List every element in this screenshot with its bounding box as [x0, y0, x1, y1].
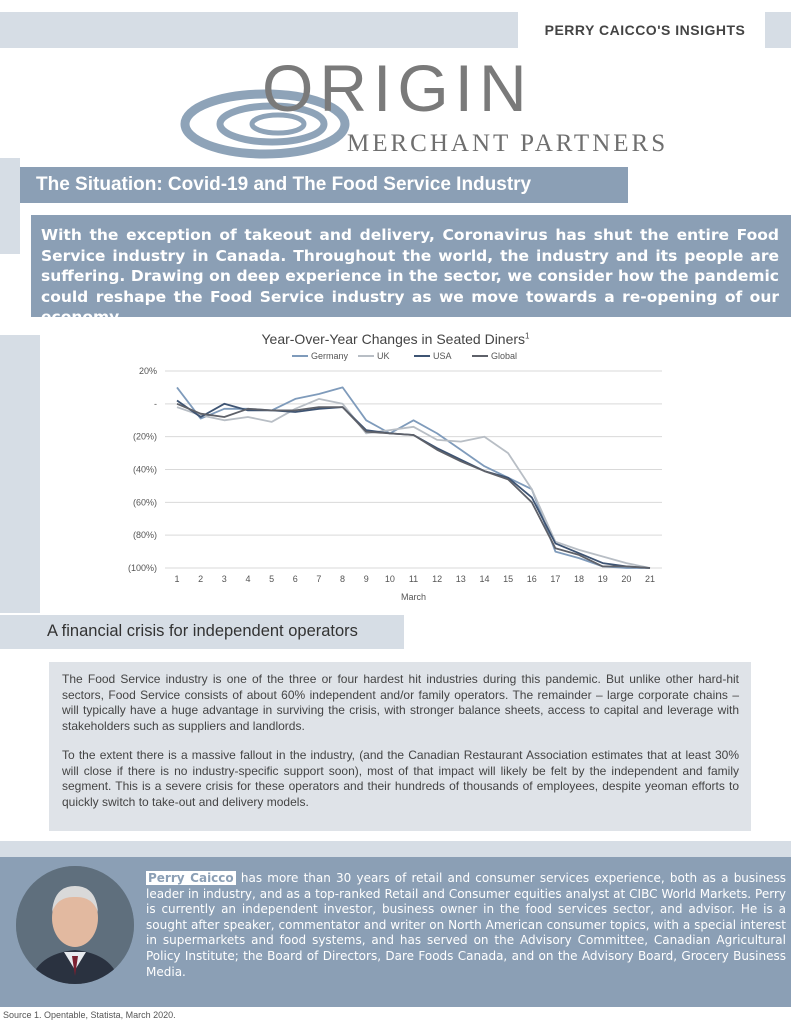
- series-line-global: [177, 404, 650, 568]
- x-tick-label: 17: [550, 574, 561, 584]
- x-tick-label: 18: [574, 574, 585, 584]
- x-tick-label: 8: [340, 574, 346, 584]
- x-tick-label: 10: [384, 574, 395, 584]
- x-tick-label: 14: [479, 574, 490, 584]
- logo-wordmark: ORIGIN: [262, 51, 533, 125]
- avatar: [16, 866, 134, 984]
- x-tick-label: 16: [526, 574, 537, 584]
- y-tick-label: (80%): [132, 530, 157, 541]
- legend-label: Germany: [311, 351, 349, 361]
- y-tick-label: -: [154, 398, 157, 409]
- chart-title: Year-Over-Year Changes in Seated Diners$^1$: [261, 331, 530, 347]
- crisis-paragraph-1: The Food Service industry is one of the three or four hardest hit industries during this pandemic. But unlike other hard-hit sectors, Food Service consists of about 60% independent and/or family operators. The remainder – large corporate chains – will typically have a huge advantage in surviving the crisis, with stronger balance sheets, access to capital and leverage with stakeholders such as suppliers and landlords.: [62, 672, 739, 733]
- source-note: Source 1. Opentable, Statista, March 2020.: [3, 1010, 176, 1020]
- x-tick-label: 1: [174, 574, 180, 584]
- x-tick-label: 5: [269, 574, 275, 584]
- x-tick-label: 21: [644, 574, 656, 584]
- y-tick-label: (40%): [132, 464, 157, 475]
- x-tick-label: 2: [198, 574, 204, 584]
- header-title: PERRY CAICCO'S INSIGHTS: [544, 22, 746, 38]
- legend-label: UK: [377, 351, 390, 361]
- y-tick-label: (20%): [132, 431, 157, 442]
- x-tick-label: 7: [316, 574, 322, 584]
- x-tick-label: 11: [408, 574, 419, 584]
- situation-title: The Situation: Covid-19 and The Food Service Industry: [20, 167, 628, 203]
- crisis-paragraph-2: To the extent there is a massive fallout in the industry, (and the Canadian Restaurant Association estimates that at least 30% will close if there is no industry-specific support soon), most of that impact will likely be felt by the independent and family segment. This is a severe crisis for these operators and their hundreds of thousands of employees, despite yeoman efforts to quickly switch to take-out and delivery models.: [62, 748, 739, 809]
- series-line-germany: [177, 387, 650, 568]
- x-tick-label: 6: [292, 574, 298, 584]
- legend-label: USA: [433, 351, 452, 361]
- situation-accent-bar: [0, 158, 20, 254]
- header-band-right: [765, 12, 791, 48]
- chart-canvas: [0, 347, 791, 609]
- y-tick-label: (60%): [132, 497, 157, 508]
- x-tick-label: 20: [621, 574, 632, 584]
- y-tick-label: 20%: [138, 366, 157, 376]
- x-tick-label: 12: [432, 574, 443, 584]
- x-tick-label: 9: [363, 574, 369, 584]
- series-line-usa: [177, 401, 650, 569]
- series-line-uk: [177, 399, 650, 568]
- x-axis-label: March: [400, 592, 427, 602]
- y-tick-label: (100%): [127, 563, 157, 573]
- portrait-icon: [16, 866, 134, 984]
- x-tick-label: 15: [503, 574, 514, 584]
- logo-subtitle: MERCHANT PARTNERS: [347, 130, 669, 157]
- legend-label: Global: [491, 351, 518, 361]
- crisis-body: [49, 662, 751, 831]
- x-tick-label: 13: [455, 574, 466, 584]
- bio-text: [146, 871, 786, 980]
- header-band-left: [0, 12, 518, 48]
- bio-top-band: [0, 841, 791, 857]
- bio-name: Perry Caicco: [148, 871, 234, 885]
- crisis-title: A financial crisis for independent operators: [47, 622, 358, 640]
- x-tick-label: 4: [245, 574, 251, 584]
- bio-description: has more than 30 years of retail and consumer services experience, both as a business leader in industry, and as a top-ranked Retail and Consumer equities analyst at CIBC World Markets. Perry is currently an independent investor, business owner in the food services sector, and advisor. He is a sought after speaker, commentator and writer on North American consumer topics, with a special interest in supermarkets and food systems, and has served on the Advisory Committee, Canadian Agricultural Policy Institute; the Board of Directors, Dare Foods Canada, and on the Advisory Board, Grocery Business Media.: [146, 871, 786, 979]
- situation-intro: With the exception of takeout and delivery, Coronavirus has shut the entire Food Service industry in Canada. Throughout the world, the industry and its people are suffering. Drawing on deep experience in the sector, we consider how the pandemic could reshape the Food Service industry as we move towards a re-opening of our economy.: [31, 215, 791, 317]
- x-tick-label: 3: [221, 574, 227, 584]
- x-tick-label: 19: [597, 574, 608, 584]
